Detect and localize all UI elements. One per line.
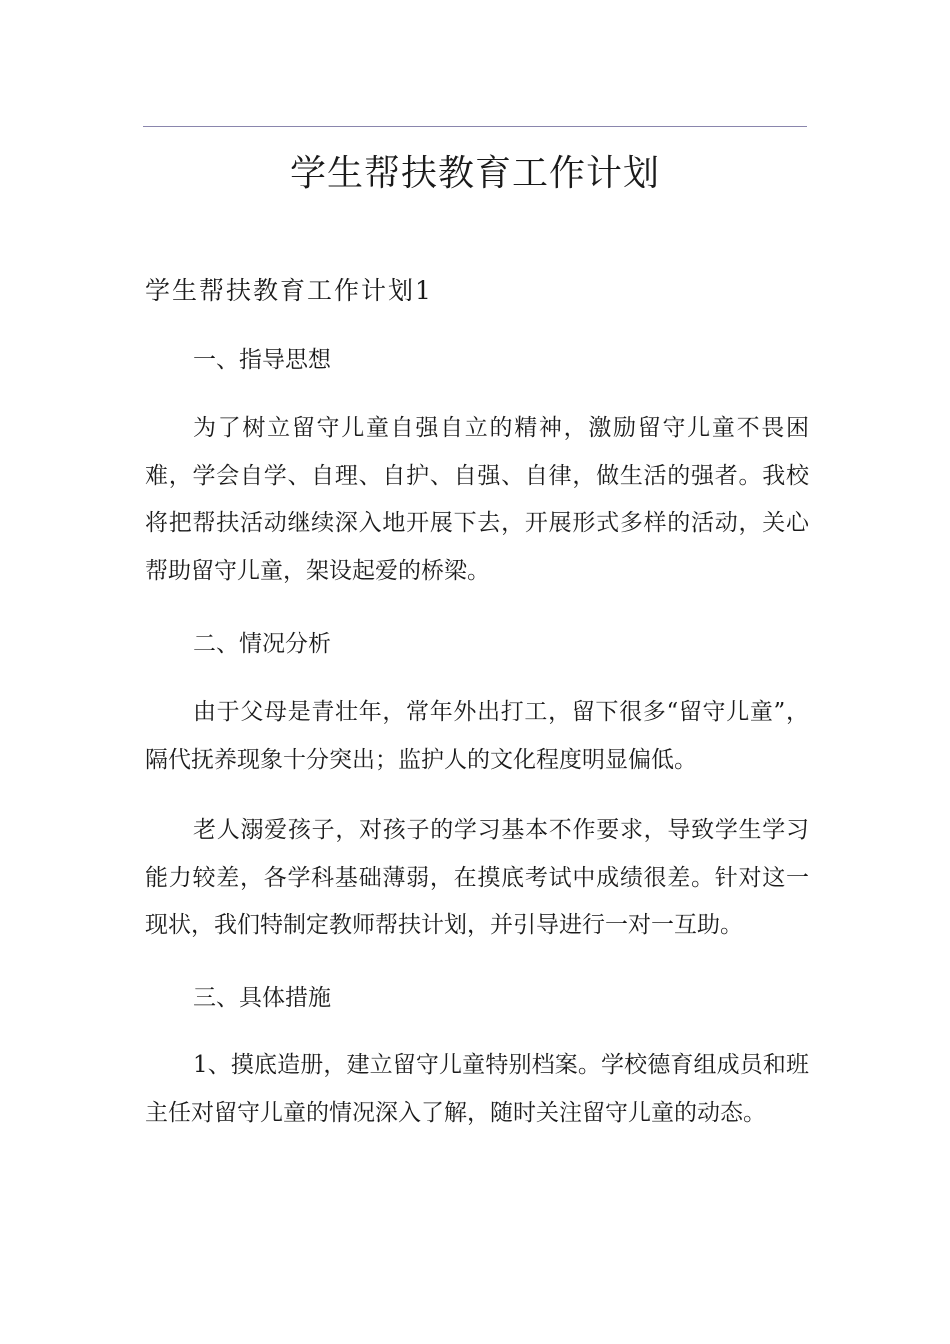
paragraph-situation-1: 由于父母是青壮年，常年外出打工，留下很多“留守儿童”，隔代抚养现象十分突出；监护人的文化程度明显偏低。 [145, 699, 809, 773]
heading-guiding-thought: 一、指导思想 [193, 347, 331, 373]
paragraph-measure-1: 1、摸底造册，建立留守儿童特别档案。学校德育组成员和班主任对留守儿童的情况深入了解，随时关注留守儿童的动态。 [145, 1052, 809, 1126]
heading-situation-analysis: 二、情况分析 [193, 631, 331, 657]
document-title: 学生帮扶教育工作计划 [289, 153, 660, 194]
header-rule [143, 126, 807, 127]
heading-measures: 三、具体措施 [193, 985, 331, 1011]
section-title: 学生帮扶教育工作计划1 [145, 276, 433, 305]
paragraph-situation-2: 老人溺爱孩子，对孩子的学习基本不作要求，导致学生学习能力较差，各学科基础薄弱，在摸底考试中成绩很差。针对这一现状，我们特制定教师帮扶计划，并引导进行一对一互助。 [145, 817, 809, 938]
paragraph-guiding-thought: 为了树立留守儿童自强自立的精神，激励留守儿童不畏困难，学会自学、自理、自护、自强、自律，做生活的强者。我校将把帮扶活动继续深入地开展下去，开展形式多样的活动，关心帮助留守儿童，架设起爱的桥梁。 [145, 415, 809, 584]
